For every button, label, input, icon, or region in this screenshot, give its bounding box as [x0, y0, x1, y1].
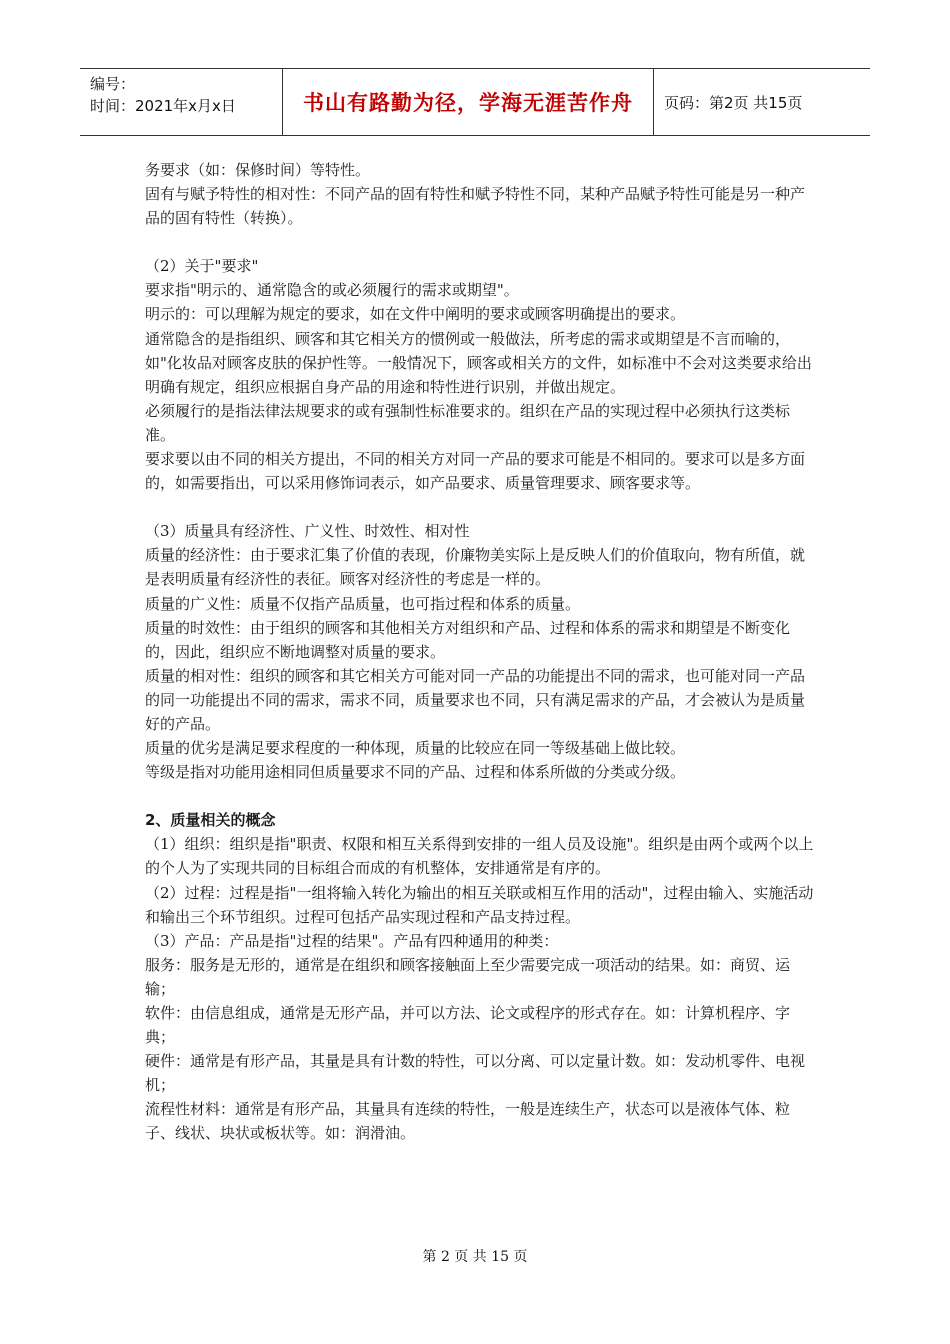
body-paragraph: 要求要以由不同的相关方提出，不同的相关方对同一产品的要求可能是不相同的。要求可以是多方面的，如需要指出，可以采用修饰词表示，如产品要求、质量管理要求、顾客要求等。	[145, 450, 806, 493]
body-paragraph: 必须履行的是指法律法规要求的或有强制性标准要求的。组织在产品的实现过程中必须执行这类标准。	[145, 401, 791, 444]
document-date: 时间：2021年x月x日	[90, 97, 236, 115]
section-heading: 2、质量相关的概念	[145, 811, 276, 830]
document-number-label: 编号：	[90, 75, 136, 93]
body-paragraph: 硬件：通常是有形产品，其量是具有计数的特性，可以分离、可以定量计数。如：发动机零件、电视机；	[145, 1052, 806, 1095]
body-paragraph: 质量的时效性：由于组织的顾客和其他相关方对组织和产品、过程和体系的需求和期望是不断变化的，因此，组织应不断地调整对质量的要求。	[145, 618, 791, 661]
body-paragraph: 务要求（如：保修时间）等特性。	[145, 161, 371, 179]
body-paragraph: 要求指"明示的、通常隐含的或必须履行的需求或期望"。	[145, 281, 519, 300]
header-page-info: 页码：第2页 共15页	[664, 93, 803, 112]
body-paragraph: 通常隐含的是指组织、顾客和其它相关方的惯例或一般做法，所考虑的需求或期望是不言而喻的，如"化妆品对顾客皮肤的保护性等。一般情况下，顾客或相关方的文件，如标准中不会对这类要求给出明确有规定，组织应根据自身产品的用途和特性进行识别，并做出规定。	[145, 329, 812, 396]
header-motto: 书山有路勤为径，学海无涯苦作舟	[282, 69, 654, 135]
paragraph-gap	[145, 495, 815, 519]
body-paragraph: 质量的相对性：组织的顾客和其它相关方可能对同一产品的功能提出不同的需求，也可能对同一产品的同一功能提出不同的需求，需求不同，质量要求也不同，只有满足需求的产品，才会被认为是质量好的产品。	[145, 666, 806, 733]
body-paragraph: 服务：服务是无形的，通常是在组织和顾客接触面上至少需要完成一项活动的结果。如：商贸、运输；	[145, 955, 791, 998]
body-paragraph: 明示的：可以理解为规定的要求，如在文件中阐明的要求或顾客明确提出的要求。	[145, 305, 686, 324]
body-paragraph: （3）质量具有经济性、广义性、时效性、相对性	[145, 522, 470, 541]
body-paragraph: 质量的广义性：质量不仅指产品质量，也可指过程和体系的质量。	[145, 594, 581, 613]
paragraph-gap	[145, 230, 815, 254]
body-paragraph: （2）过程：过程是指"一组将输入转化为输出的相互关联或相互作用的活动"，过程由输入、实施活动和输出三个环节组织。过程可包括产品实现过程和产品支持过程。	[145, 883, 814, 926]
body-paragraph: 软件：由信息组成，通常是无形产品，并可以方法、论文或程序的形式存在。如：计算机程序、字典；	[145, 1004, 791, 1047]
body-paragraph: 质量的优劣是满足要求程度的一种体现，质量的比较应在同一等级基础上做比较。	[145, 739, 686, 758]
body-paragraph: 固有与赋予特性的相对性：不同产品的固有特性和赋予特性不同，某种产品赋予特性可能是另一种产品的固有特性（转换）。	[145, 185, 806, 228]
body-paragraph: 质量的经济性：由于要求汇集了价值的表现，价廉物美实际上是反映人们的价值取向，物有所值，就是表明质量有经济性的表征。顾客对经济性的考虑是一样的。	[145, 546, 806, 589]
page-header	[80, 68, 870, 136]
header-meta	[80, 69, 282, 135]
document-body	[145, 158, 815, 1146]
body-paragraph: 等级是指对功能用途相同但质量要求不同的产品、过程和体系所做的分类或分级。	[145, 763, 686, 782]
body-paragraph: （2）关于"要求"	[145, 257, 259, 276]
paragraph-gap	[145, 784, 815, 808]
body-paragraph: （3）产品：产品是指"过程的结果"。产品有四种通用的种类：	[145, 931, 559, 950]
body-paragraph: 流程性材料：通常是有形产品，其量具有连续的特性，一般是连续生产，状态可以是液体气体、粒子、线状、块状或板状等。如：润滑油。	[145, 1100, 791, 1143]
body-paragraph: （1）组织：组织是指"职责、权限和相互关系得到安排的一组人员及设施"。组织是由两个或两个以上的个人为了实现共同的目标组合而成的有机整体，安排通常是有序的。	[145, 835, 814, 878]
page-footer: 第 2 页 共 15 页	[422, 1249, 528, 1265]
